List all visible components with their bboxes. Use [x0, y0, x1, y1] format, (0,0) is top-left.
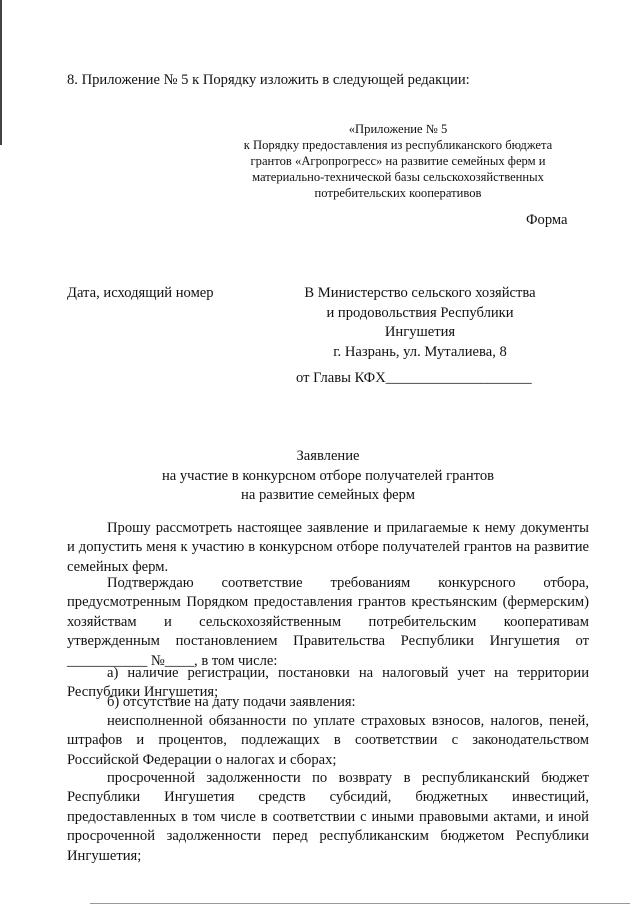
addressee-line-3: Ингушетия — [384, 324, 456, 340]
paragraph-confirm: Подтверждаю соответствие требованиям конкурсного отбора, предусмотренным Порядком предоставления грантов крестьянским (фермерским) хозяйствам и сельскохозяйственным потребительским кооперативам утвержденным постановлением Правительства Республики Ингушетия от ___________ №____, в том числе: — [67, 575, 589, 669]
title-line-1: Заявление — [296, 448, 360, 464]
paragraph-request: Прошу рассмотреть настоящее заявление и прилагаемые к нему документы и допустить меня к участию в конкурсном отборе получателей грантов на развитие семейных ферм. — [67, 520, 589, 575]
from-line: от Главы КФХ____________________ — [296, 370, 532, 386]
appendix-line-4: материально-технической базы сельскохозяйственных — [252, 170, 544, 184]
scan-edge-mark — [0, 0, 2, 145]
addressee-line-2: и продовольствия Республики — [326, 304, 514, 321]
appendix-header — [228, 121, 568, 201]
addressee-line-4: г. Назрань, ул. Муталиева, 8 — [333, 343, 507, 360]
addressee-line-1: В Министерство сельского хозяйства — [304, 285, 536, 301]
appendix-line-3: грантов «Агропрогресс» на развитие семейных ферм и — [250, 154, 546, 168]
appendix-line-2: к Порядку предоставления из республиканского бюджета — [243, 138, 553, 152]
addressee-block — [285, 284, 555, 362]
paragraph-item-a: а) наличие регистрации, постановки на налоговый учет на территории Республики Ингушетия; — [67, 665, 589, 701]
appendix-line-5: потребительских кооперативов — [314, 186, 482, 200]
title-line-2: на участие в конкурсном отборе получателей грантов — [161, 467, 495, 484]
application-title — [67, 447, 589, 506]
paragraph-obligations: неисполненной обязанности по уплате страховых взносов, налогов, пеней, штрафов и процентов, подлежащих в соответствии с законодательством Российской Федерации о налогах и сборах; — [67, 713, 589, 768]
paragraph-debt: просроченной задолженности по возврату в республиканский бюджет Республики Ингушетия средств субсидий, бюджетных инвестиций, предоставленных в том числе в соответствии с иными правовыми актами, и иной просроченной задолженности перед республиканским бюджетом Республики Ингушетия; — [67, 770, 589, 864]
date-label: Дата, исходящий номер — [67, 285, 214, 301]
appendix-line-1: «Приложение № 5 — [348, 122, 448, 136]
form-label: Форма — [526, 212, 568, 228]
title-line-3: на развитие семейных ферм — [241, 487, 415, 503]
item-8-heading: 8. Приложение № 5 к Порядку изложить в следующей редакции: — [67, 72, 470, 88]
scan-bottom-edge — [90, 903, 630, 904]
paragraph-item-b: б) отсутствие на дату подачи заявления: — [107, 694, 356, 710]
